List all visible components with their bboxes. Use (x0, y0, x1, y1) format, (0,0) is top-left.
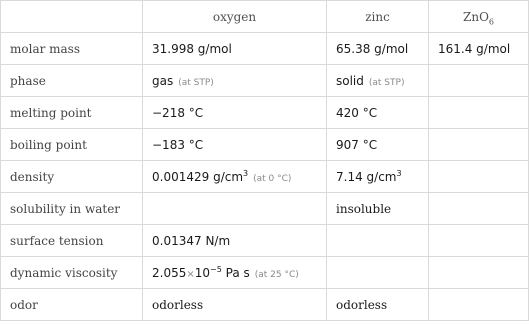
oxygen-density-value: 0.001429 g/cm (152, 169, 244, 184)
row-label-dynamic-viscosity: dynamic viscosity (1, 257, 143, 289)
cell-oxygen-odor: odorless (143, 289, 327, 321)
header-zinc: zinc (327, 1, 429, 33)
row-molar-mass (1, 33, 529, 65)
zinc-density-value: 7.14 g/cm (336, 169, 397, 184)
row-melting-point (1, 97, 529, 129)
cell-zno6-melting-point (429, 97, 529, 129)
cell-zinc-odor: odorless (327, 289, 429, 321)
cell-zinc-molar-mass: 65.38 g/mol (327, 33, 429, 65)
row-label-molar-mass: molar mass (1, 33, 143, 65)
row-solubility (1, 193, 529, 225)
row-surface-tension (1, 225, 529, 257)
zinc-phase-value: solid (336, 73, 364, 88)
oxygen-density-note: (at 0 °C) (253, 173, 292, 184)
row-label-melting-point: melting point (1, 97, 143, 129)
zinc-density-exponent: 3 (396, 168, 402, 178)
row-phase (1, 65, 529, 97)
zinc-phase-note: (at STP) (368, 77, 405, 88)
header-oxygen: oxygen (143, 1, 327, 33)
row-label-odor: odor (1, 289, 143, 321)
cell-oxygen-phase (143, 65, 327, 97)
cell-oxygen-melting-point: −218 °C (143, 97, 327, 129)
cell-oxygen-molar-mass: 31.998 g/mol (143, 33, 327, 65)
oxygen-phase-value: gas (152, 73, 174, 88)
cell-oxygen-dynamic-viscosity (143, 257, 327, 289)
cell-zno6-surface-tension (429, 225, 529, 257)
cell-zno6-boiling-point (429, 129, 529, 161)
row-label-density: density (1, 161, 143, 193)
oxygen-viscosity-times: × (186, 268, 195, 280)
row-boiling-point (1, 129, 529, 161)
oxygen-viscosity-mantissa: 2.055 (152, 265, 187, 280)
oxygen-viscosity-base: 10 (194, 265, 211, 280)
row-label-solubility: solubility in water (1, 193, 143, 225)
cell-zno6-odor (429, 289, 529, 321)
row-label-phase: phase (1, 65, 143, 97)
cell-oxygen-density (143, 161, 327, 193)
cell-oxygen-surface-tension: 0.01347 N/m (143, 225, 327, 257)
row-label-surface-tension: surface tension (1, 225, 143, 257)
cell-zinc-density (327, 161, 429, 193)
header-zno6 (429, 1, 529, 33)
cell-zinc-boiling-point: 907 °C (327, 129, 429, 161)
cell-zinc-solubility: insoluble (327, 193, 429, 225)
row-dynamic-viscosity (1, 257, 529, 289)
cell-zinc-dynamic-viscosity (327, 257, 429, 289)
cell-oxygen-boiling-point: −183 °C (143, 129, 327, 161)
header-zno6-subscript: 6 (488, 16, 494, 26)
header-row (1, 1, 529, 33)
cell-zno6-density (429, 161, 529, 193)
cell-zno6-solubility (429, 193, 529, 225)
header-corner (1, 1, 143, 33)
row-odor (1, 289, 529, 321)
cell-oxygen-solubility (143, 193, 327, 225)
cell-zinc-phase (327, 65, 429, 97)
row-density (1, 161, 529, 193)
header-zno6-base: ZnO (463, 9, 489, 24)
oxygen-viscosity-unit: Pa s (221, 265, 250, 280)
oxygen-viscosity-note: (at 25 °C) (254, 269, 299, 280)
cell-zno6-molar-mass: 161.4 g/mol (429, 33, 529, 65)
oxygen-density-exponent: 3 (243, 168, 249, 178)
cell-zinc-surface-tension (327, 225, 429, 257)
oxygen-viscosity-exponent: −5 (210, 264, 222, 274)
row-label-boiling-point: boiling point (1, 129, 143, 161)
cell-zno6-phase (429, 65, 529, 97)
oxygen-phase-note: (at STP) (178, 77, 214, 88)
cell-zinc-melting-point: 420 °C (327, 97, 429, 129)
cell-zno6-dynamic-viscosity (429, 257, 529, 289)
